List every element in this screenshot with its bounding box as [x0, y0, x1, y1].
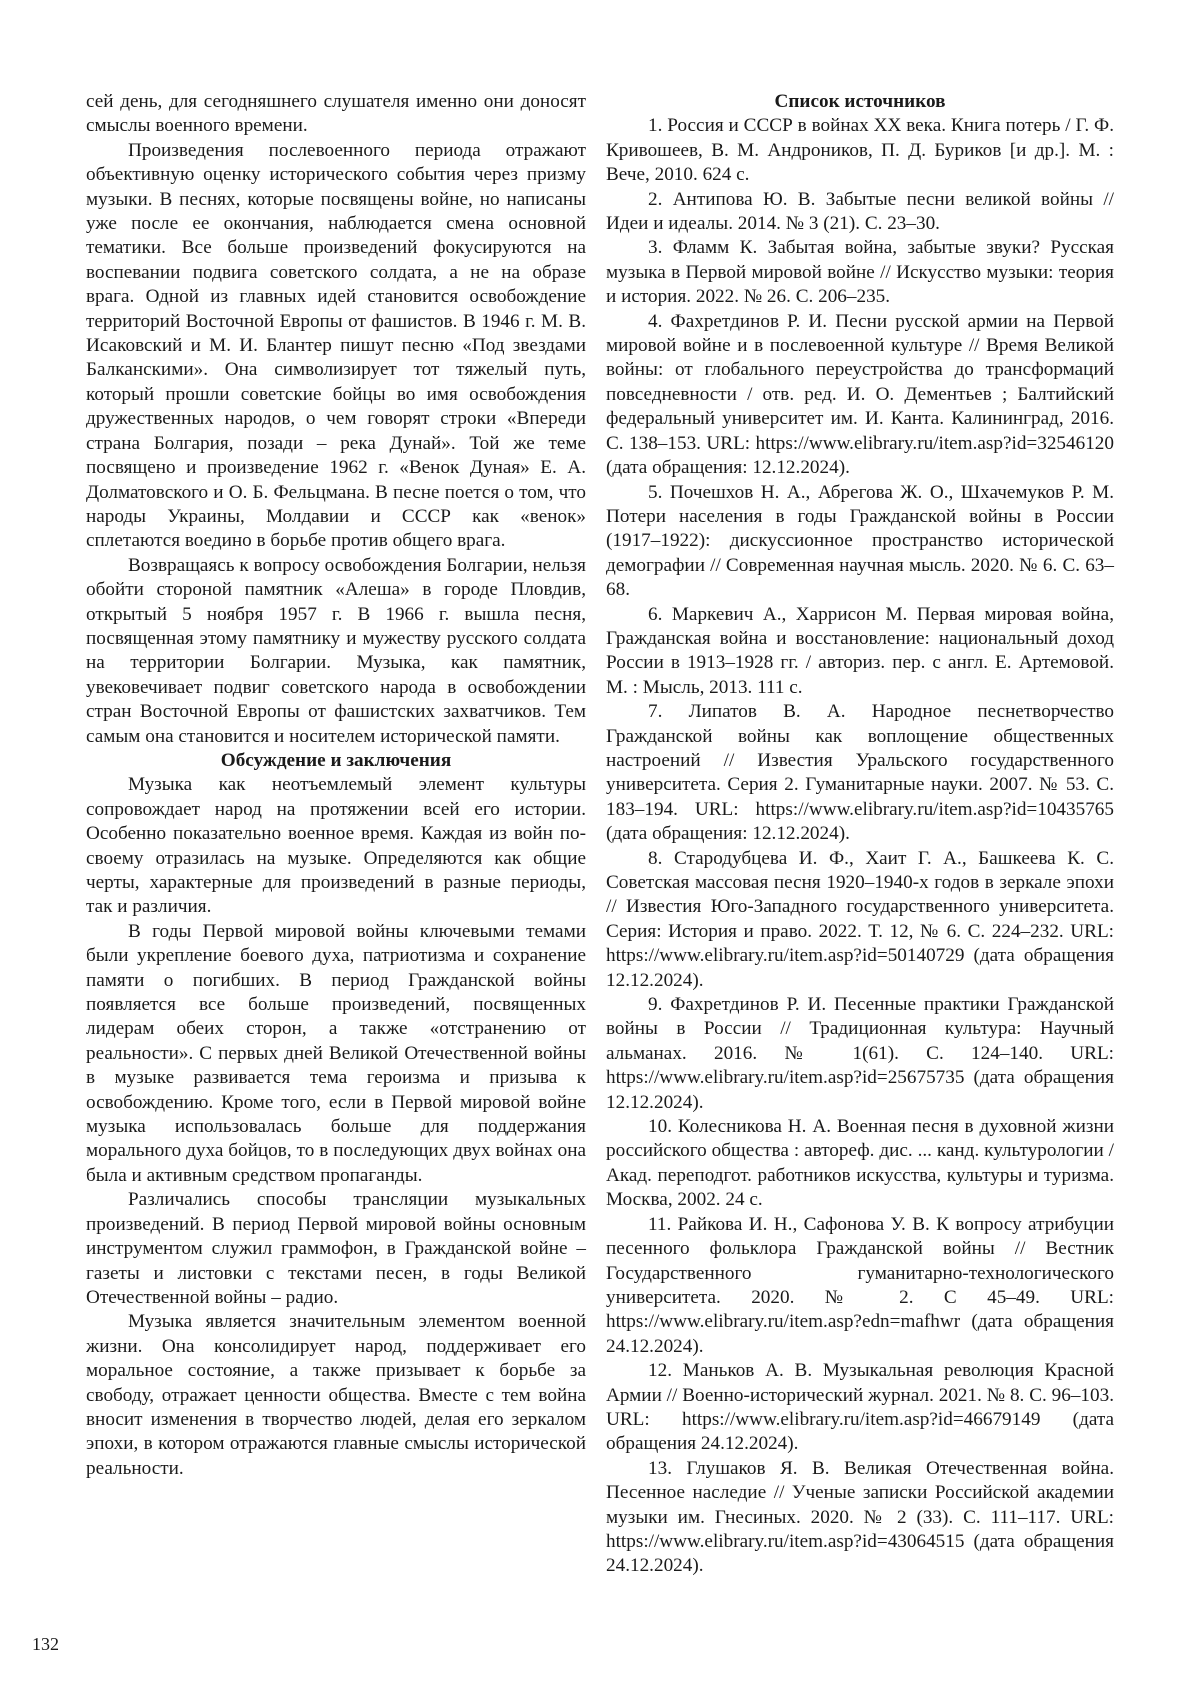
page-number: 132	[32, 1634, 59, 1654]
reference-item: 4. Фахретдинов Р. И. Песни русской армии на Первой мировой войне и в послевоенной культуре // Время Великой войны: от глобального переустройства до трансформаций повседневности / отв. ред. И. О. Дементьев ; Балтийский федеральный университет им. И. Канта. Калининград, 2016. С. 138–153. URL: https://www.elibrary.ru/item.asp?id=32546120 (дата обращения: 12.12.2024).	[606, 310, 1114, 479]
reference-item: 9. Фахретдинов Р. И. Песенные практики Гражданской войны в России // Традиционная культура: Научный альманах. 2016. № 1(61). С. 124–140. URL: https://www.elibrary.ru/item.asp?id=25675735 (дата обращения 12.12.2024).	[606, 994, 1114, 1113]
section-heading: Обсуждение и заключения	[220, 749, 452, 771]
paragraph: Музыка является значительным элементом военной жизни. Она консолидирует народ, поддерживает его моральное состояние, а также призывает к борьбе за свободу, отражает ценности общества. Вместе с тем война вносит изменения в творчество людей, делая его зеркалом эпохи, в котором отражаются главные смыслы исторической реальности.	[86, 1311, 586, 1479]
references-column	[606, 90, 1114, 1579]
paragraph: В годы Первой мировой войны ключевыми темами были укрепление боевого духа, патриотизма и сохранение памяти о погибших. В период Гражданской войны появляется все больше произведений, посвященных лидерам обеих сторон, а также «отстранению от реальности». С первых дней Великой Отечественной войны в музыке развивается тема героизма и призыва к освобождению. Кроме того, если в Первой мировой войне музыка использовалась больше для поддержания морального духа бойцов, то в последующих двух войнах она была и активным средством пропаганды.	[86, 920, 586, 1186]
reference-item: 2. Антипова Ю. В. Забытые песни великой войны // Идеи и идеалы. 2014. № 3 (21). С. 23–30.	[606, 188, 1114, 235]
reference-item: 13. Глушаков Я. В. Великая Отечественная война. Песенное наследие // Ученые записки Российской академии музыки им. Гнесиных. 2020. № 2 (33). С. 111–117. URL: https://www.elibrary.ru/item.asp?id=43064515 (дата обращения 24.12.2024).	[606, 1457, 1114, 1577]
paragraph: Возвращаясь к вопросу освобождения Болгарии, нельзя обойти стороной памятник «Алеша» в городе Пловдив, открытый 5 ноября 1957 г. В 1966 г. вышла песня, посвященная этому памятнику и мужеству русского солдата на территории Болгарии. Музыка, как памятник, увековечивает подвиг советского народа в освобождении стран Восточной Европы от фашистских захватчиков. Тем самым она становится и носителем исторической памяти.	[86, 554, 586, 747]
left-column	[86, 90, 586, 1481]
reference-item: 6. Маркевич А., Харрисон М. Первая мировая война, Гражданская война и восстановление: национальный доход России в 1913–1928 гг. / авториз. пер. с англ. Е. Артемовой. М. : Мысль, 2013. 111 с.	[606, 603, 1114, 698]
reference-item: 1. Россия и СССР в войнах XX века. Книга потерь / Г. Ф. Кривошеев, В. М. Андроников, П. Д. Буриков [и др.]. М. : Вече, 2010. 624 с.	[606, 115, 1114, 186]
reference-item: 12. Маньков А. В. Музыкальная революция Красной Армии // Военно-исторический журнал. 2021. № 8. С. 96–103. URL: https://www.elibrary.ru/item.asp?id=46679149 (дата обращения 24.12.2024).	[606, 1360, 1114, 1455]
paragraph: сей день, для сегодняшнего слушателя именно они доносят смыслы военного времени.	[86, 91, 586, 137]
reference-item: 7. Липатов В. А. Народное песнетворчество Гражданской войны как воплощение общественных настроений // Известия Уральского государственного университета. Серия 2. Гуманитарные науки. 2007. № 53. С. 183–194. URL: https://www.elibrary.ru/item.asp?id=10435765 (дата обращения: 12.12.2024).	[606, 701, 1114, 845]
reference-item: 10. Колесникова Н. А. Военная песня в духовной жизни российского общества : автореф. дис. ... канд. культурологии / Акад. переподгот. работников искусства, культуры и туризма. Москва, 2002. 24 с.	[606, 1116, 1114, 1211]
paragraph: Музыка как неотъемлемый элемент культуры сопровождает народ на протяжении всей его истории. Особенно показательно военное время. Каждая из войн по-своему отразилась на музыке. Определяются как общие черты, характерные для произведений в разные периоды, так и различия.	[86, 774, 586, 918]
paragraph: Различались способы трансляции музыкальных произведений. В период Первой мировой войны основным инструментом служил граммофон, в Гражданской войне – газеты и листовки с текстами песен, в годы Великой Отечественной войны – радио.	[86, 1189, 586, 1308]
reference-item: 11. Райкова И. Н., Сафонова У. В. К вопросу атрибуции песенного фольклора Гражданской войны // Вестник Государственного гуманитарно-технологического университета. 2020. № 2. С 45–49. URL: https://www.elibrary.ru/item.asp?edn=mafhwr (дата обращения 24.12.2024).	[606, 1213, 1114, 1357]
references-heading: Список источников	[774, 91, 946, 112]
reference-item: 3. Фламм К. Забытая война, забытые звуки? Русская музыка в Первой мировой войне // Искусство музыки: теория и история. 2022. № 26. С. 206–235.	[606, 237, 1114, 308]
reference-item: 5. Почешхов Н. А., Абрегова Ж. О., Шхачемуков Р. М. Потери населения в годы Гражданской войны в России (1917–1922): дискуссионное пространство исторической демографии // Современная научная мысль. 2020. № 6. С. 63–68.	[606, 481, 1114, 601]
reference-item: 8. Стародубцева И. Ф., Хаит Г. А., Башкеева К. С. Советская массовая песня 1920–1940-х годов в зеркале эпохи // Известия Юго-Западного государственного университета. Серия: История и право. 2022. Т. 12, № 6. С. 224–232. URL: https://www.elibrary.ru/item.asp?id=50140729 (дата обращения 12.12.2024).	[606, 847, 1114, 991]
paragraph: Произведения послевоенного периода отражают объективную оценку исторического события через призму музыки. В песнях, которые посвящены войне, но написаны уже после ее окончания, наблюдается смена основной тематики. Все больше произведений фокусируются на воспевании подвига советского солдата, а не на образе врага. Одной из главных идей становится освобождение территорий Восточной Европы от фашистов. В 1946 г. М. В. Исаковский и М. И. Блантер пишут песню «Под звездами Балканскими». Она символизирует тот тяжелый путь, который прошли советские бойцы во имя освобождения дружественных народов, о чем говорят строки «Впереди страна Болгария, позади – река Дунай». Той же теме посвящено и произведение 1962 г. «Венок Дуная» Е. А. Долматовского и О. Б. Фельцмана. В песне поется о том, что народы Украины, Молдавии и СССР как «венок» сплетаются воедино в борьбе против общего врага.	[86, 139, 586, 552]
